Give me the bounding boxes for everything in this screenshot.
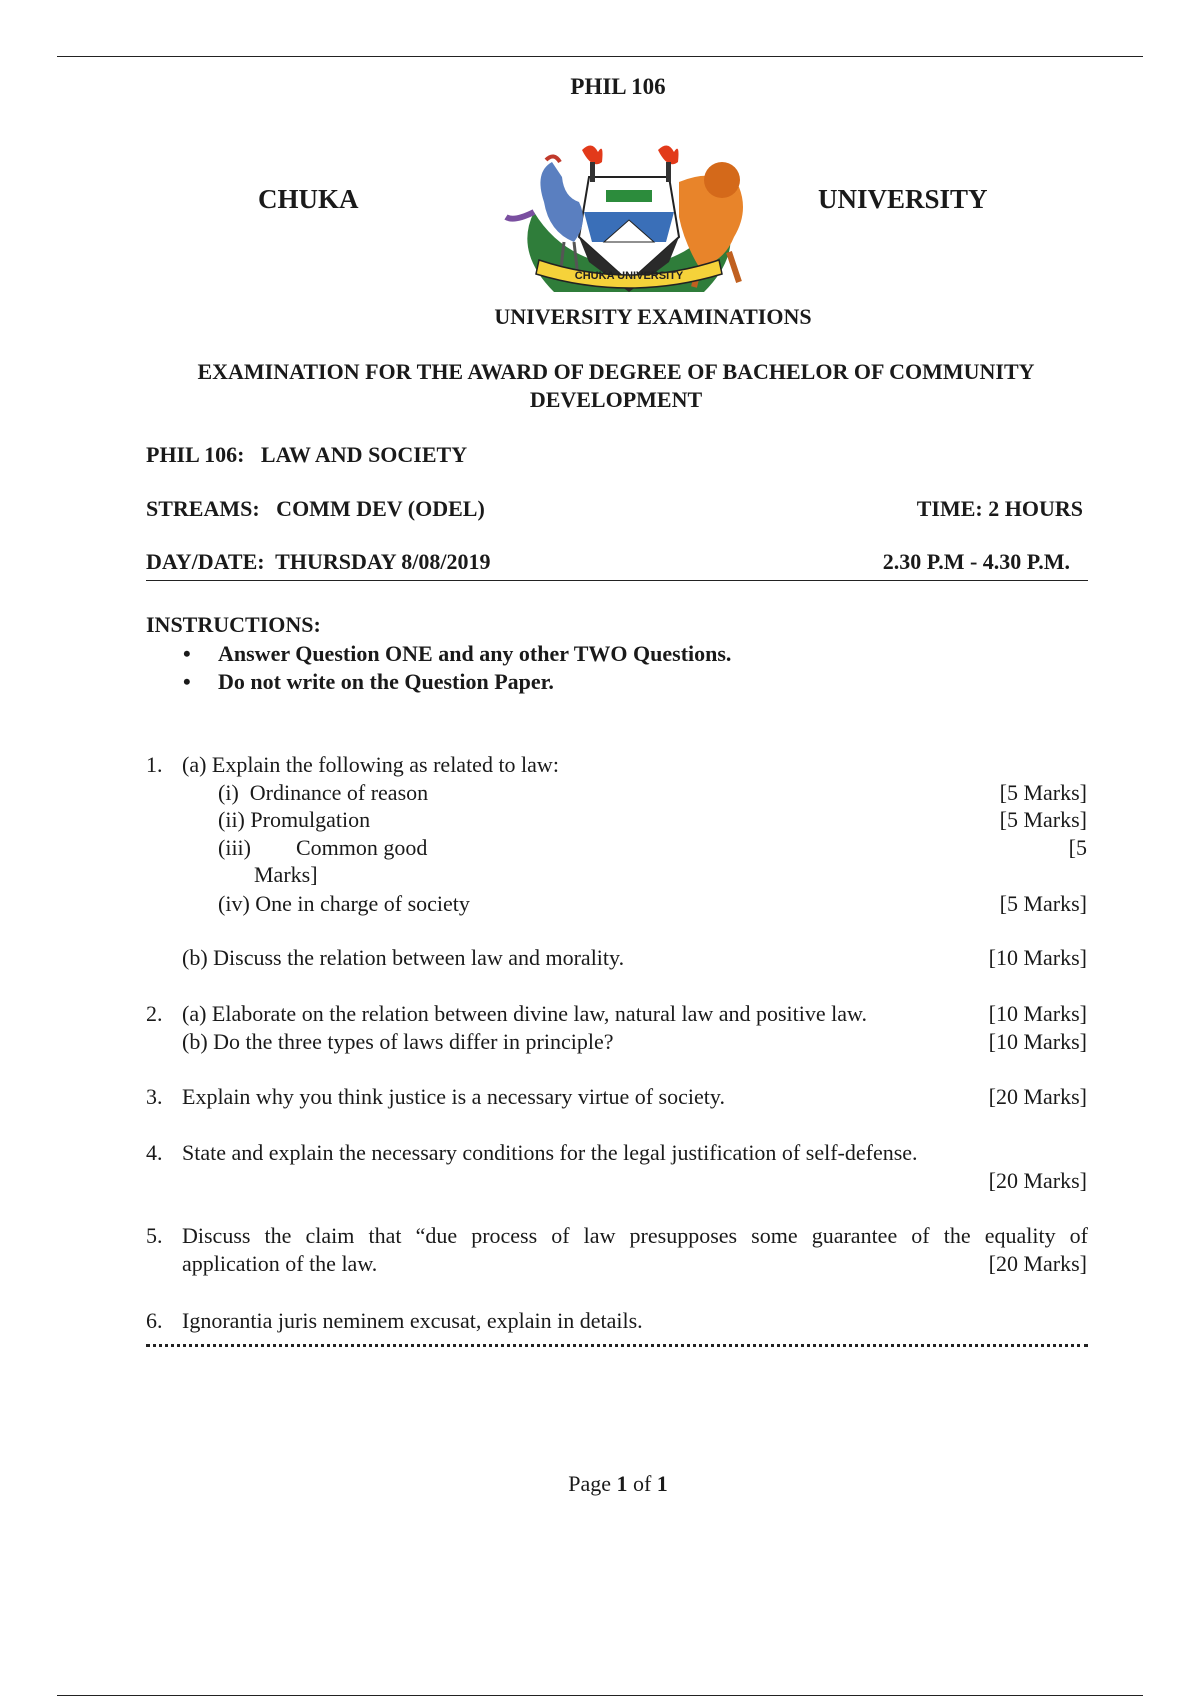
crest-ribbon-text: CHUKA UNIVERSITY — [574, 270, 684, 282]
question-1a-iv-text: (iv) One in charge of society — [218, 891, 470, 916]
instructions-list — [146, 640, 1046, 696]
question-1a-iii-text: Common good — [296, 835, 428, 860]
question-number: 3. — [146, 1084, 163, 1109]
top-rule — [57, 56, 1143, 57]
bullet-icon: • — [183, 641, 191, 666]
question-number: 1. — [146, 752, 163, 777]
exam-heading: UNIVERSITY EXAMINATIONS — [494, 304, 812, 329]
question-5-text-line1: Discuss the claim that “due process of law presupposes some guarantee of the equality of — [182, 1223, 1088, 1248]
question-5-text-line2: application of the law. — [182, 1251, 378, 1276]
question-2b-text: (b) Do the three types of laws differ in principle? — [182, 1029, 614, 1054]
question-1a-iv-marks: [5 Marks] — [999, 891, 1087, 916]
question-1a-iii-number: (iii) — [218, 835, 251, 860]
bullet-icon: • — [183, 669, 191, 694]
question-3-marks: [20 Marks] — [988, 1084, 1087, 1109]
question-2a-marks: [10 Marks] — [988, 1001, 1087, 1026]
university-name-left: CHUKA — [258, 184, 359, 214]
university-name-right: UNIVERSITY — [818, 184, 988, 214]
exam-duration: TIME: 2 HOURS — [916, 496, 1083, 521]
question-2a-text: (a) Elaborate on the relation between divine law, natural law and positive law. — [182, 1001, 867, 1026]
question-number: 5. — [146, 1223, 163, 1248]
question-5-marks: [20 Marks] — [988, 1251, 1087, 1276]
page-total: 1 — [656, 1471, 668, 1496]
instructions-title: INSTRUCTIONS: — [146, 612, 321, 637]
question-1a-iii-marks: [5 — [1068, 835, 1087, 860]
question-number: 2. — [146, 1001, 163, 1026]
question-1a-i-text: (i) Ordinance of reason — [218, 780, 429, 805]
page-number — [0, 1471, 1200, 1497]
question-1b-text: (b) Discuss the relation between law and morality. — [182, 945, 625, 970]
instruction-text: Answer Question ONE and any other TWO Questions. — [218, 641, 732, 666]
question-1a-i-marks: [5 Marks] — [999, 780, 1087, 805]
question-6-text: Ignorantia juris neminem excusat, explain in details. — [182, 1308, 643, 1333]
question-4-text: State and explain the necessary conditions for the legal justification of self-defense. — [182, 1140, 918, 1165]
page-current: 1 — [616, 1471, 628, 1496]
university-crest-logo — [494, 142, 764, 294]
question-1a-text: (a) Explain the following as related to law: — [182, 752, 559, 777]
header-course-code: PHIL 106 — [570, 74, 666, 99]
exam-date: DAY/DATE: THURSDAY 8/08/2019 — [146, 549, 491, 574]
question-1a-ii-marks: [5 Marks] — [999, 807, 1087, 832]
page-prefix: Page — [568, 1471, 617, 1496]
question-3-text: Explain why you think justice is a necessary virtue of society. — [182, 1084, 725, 1109]
course-title: PHIL 106: LAW AND SOCIETY — [146, 442, 468, 467]
exam-hours: 2.30 P.M - 4.30 P.M. — [882, 549, 1070, 574]
list-item — [146, 640, 1046, 668]
question-1a-iii-marks-wrap: Marks] — [254, 862, 318, 887]
question-1b-marks: [10 Marks] — [988, 945, 1087, 970]
list-item — [146, 668, 1046, 696]
award-title: EXAMINATION FOR THE AWARD OF DEGREE OF BACHELOR OF COMMUNITY DEVELOPMENT — [197, 359, 1035, 412]
header-divider — [146, 580, 1088, 581]
question-1a-ii-text: (ii) Promulgation — [218, 807, 371, 832]
streams-line: STREAMS: COMM DEV (ODEL) — [146, 496, 485, 521]
question-2b-marks: [10 Marks] — [988, 1029, 1087, 1054]
page-middle: of — [627, 1471, 657, 1496]
question-number: 6. — [146, 1308, 163, 1333]
question-number: 4. — [146, 1140, 163, 1165]
end-dotted-rule — [146, 1344, 1088, 1347]
instruction-text: Do not write on the Question Paper. — [218, 669, 554, 694]
question-4-marks: [20 Marks] — [988, 1168, 1087, 1193]
bottom-rule — [57, 1695, 1143, 1696]
